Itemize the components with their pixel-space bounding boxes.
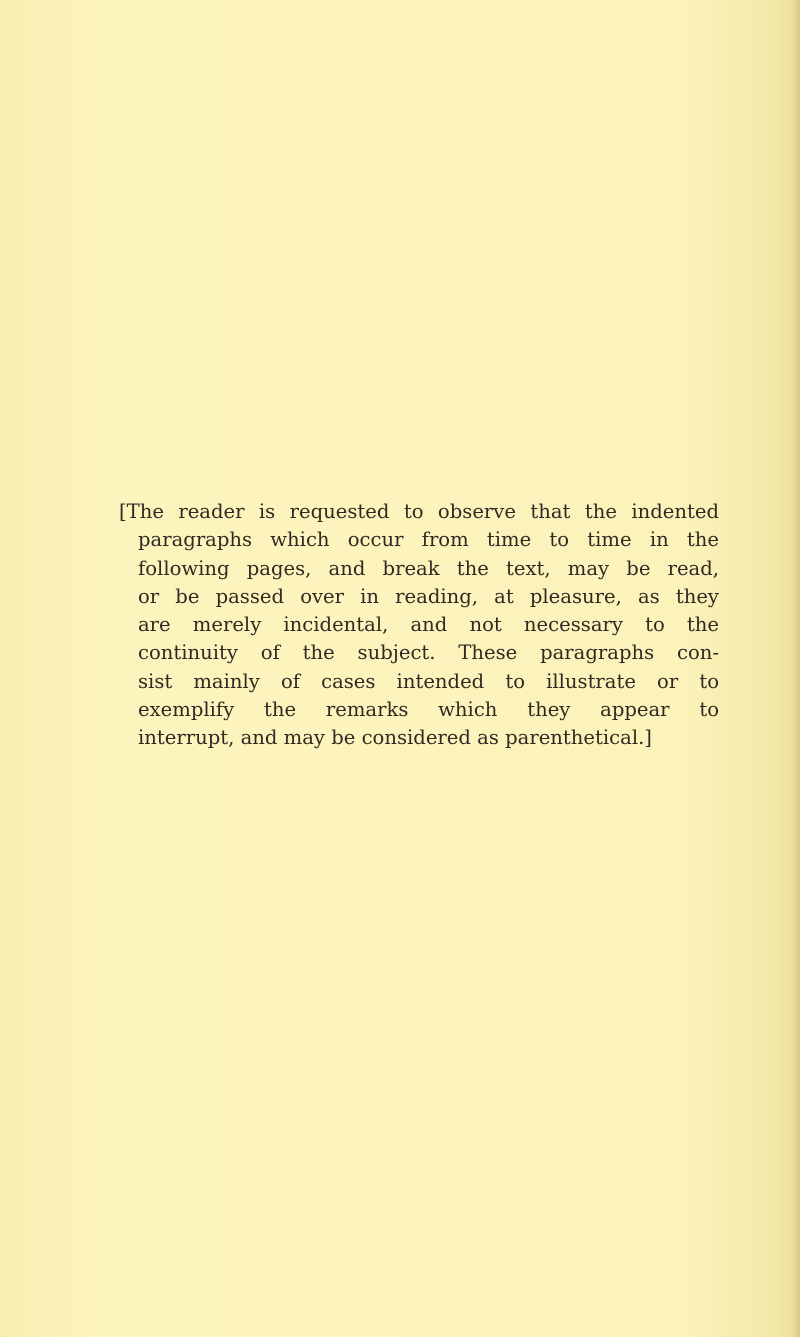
note-line: or be passed over in reading, at pleasure, as they [138, 584, 719, 608]
page-edge [792, 0, 800, 1337]
note-line: paragraphs which occur from time to time in the [138, 528, 719, 552]
note-line: interrupt, and may be considered as parenthetical.] [138, 726, 652, 750]
note-line: sist mainly of cases intended to illustrate or to [138, 669, 719, 693]
note-line: are merely incidental, and not necessary to the [138, 613, 719, 637]
note-line: following pages, and break the text, may be read, [138, 556, 719, 580]
note-line: [The reader is requested to observe that the indented [119, 500, 719, 523]
note-line: exemplify the remarks which they appear to [138, 698, 719, 722]
editorial-note [119, 498, 719, 753]
note-line: continuity of the subject. These paragraphs con- [138, 641, 719, 665]
